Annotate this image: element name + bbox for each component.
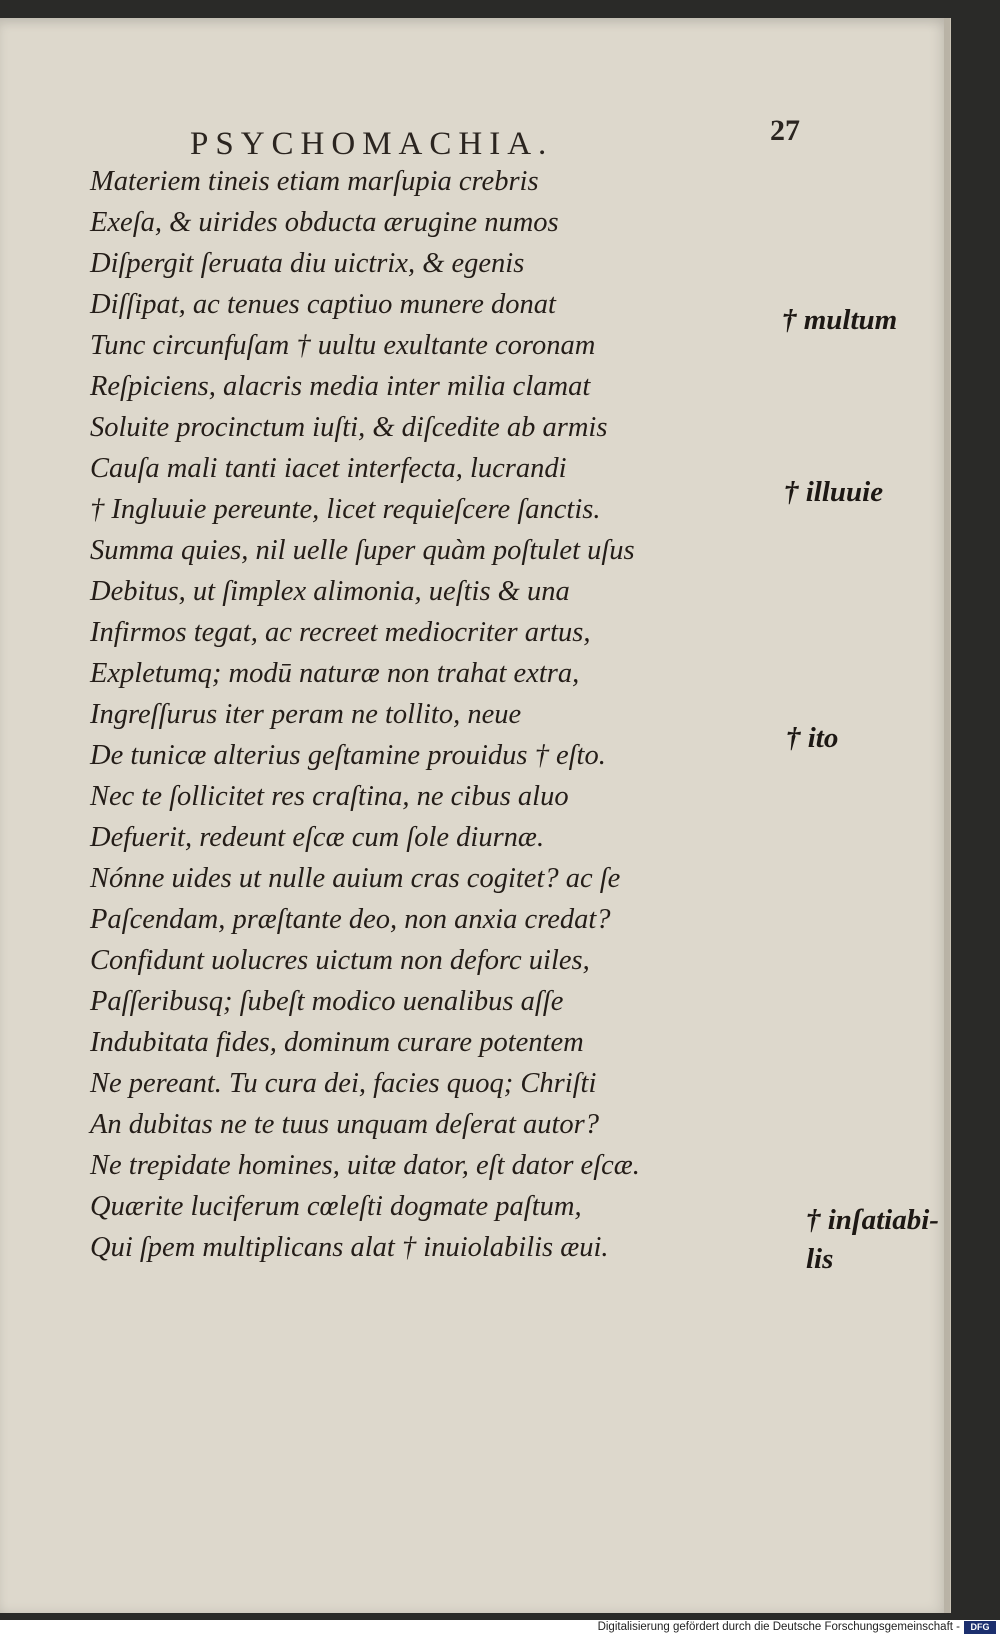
book-page bbox=[0, 18, 951, 1613]
footer-credit: Digitalisierung gefördert durch die Deutsche Forschungsgemeinschaft - bbox=[597, 1621, 960, 1633]
verse-line: Quærite luciferum cœleſti dogmate paſtum, bbox=[90, 1191, 582, 1222]
verse-line: Indubitata fides, dominum curare potentem bbox=[90, 1027, 584, 1058]
page-edge bbox=[944, 18, 950, 1613]
verse-line: Diſpergit ſeruata diu uictrix, & egenis bbox=[90, 248, 525, 279]
margin-gloss: † ito bbox=[786, 722, 839, 754]
verse-line: Paſcendam, præſtante deo, non anxia credat? bbox=[90, 904, 611, 935]
verse-line: De tunicæ alterius geſtamine prouidus † eſto. bbox=[90, 740, 606, 771]
verse-line: Diſſipat, ac tenues captiuo munere donat bbox=[90, 289, 556, 320]
margin-gloss: † multum bbox=[782, 304, 898, 336]
verse-line: Infirmos tegat, ac recreet mediocriter artus, bbox=[90, 617, 591, 648]
verse-line: Nec te ſollicitet res craſtina, ne cibus aluo bbox=[90, 781, 569, 812]
dfg-logo-badge: DFG bbox=[964, 1621, 996, 1634]
running-head: PSYCHOMACHIA. bbox=[190, 126, 554, 162]
verse-line: Ne pereant. Tu cura dei, facies quoq; Chriſti bbox=[90, 1068, 597, 1099]
margin-gloss: lis bbox=[806, 1243, 834, 1275]
verse-line: Defuerit, redeunt eſcæ cum ſole diurnæ. bbox=[90, 822, 545, 853]
verse-line: Ingreſſurus iter peram ne tollito, neue bbox=[90, 699, 522, 730]
verse-line: Soluite procinctum iuſti, & diſcedite ab armis bbox=[90, 412, 608, 443]
verse-line: Tunc circunfuſam † uultu exultante coronam bbox=[90, 330, 596, 361]
verse-line: Paſſeribusq; ſubeſt modico uenalibus aſſe bbox=[90, 986, 564, 1017]
verse-line: Reſpiciens, alacris media inter milia clamat bbox=[90, 371, 591, 402]
verse-line: Cauſa mali tanti iacet interfecta, lucrandi bbox=[90, 453, 567, 484]
verse-line: Summa quies, nil uelle ſuper quàm poſtulet uſus bbox=[90, 535, 635, 566]
verse-line: Materiem tineis etiam marſupia crebris bbox=[90, 166, 539, 197]
verse-line: Ne trepidate homines, uitæ dator, eſt dator eſcæ. bbox=[90, 1150, 640, 1181]
page-number: 27 bbox=[770, 114, 800, 147]
margin-gloss: † inſatiabi- bbox=[806, 1204, 939, 1236]
verse-line: Confidunt uolucres uictum non deforc uiles, bbox=[90, 945, 590, 976]
verse-line: Expletumq; modū naturæ non trahat extra, bbox=[90, 658, 580, 689]
verse-line: An dubitas ne te tuus unquam deſerat autor? bbox=[90, 1109, 600, 1140]
margin-gloss: † illuuie bbox=[784, 476, 884, 508]
verse-line: Debitus, ut ſimplex alimonia, ueſtis & una bbox=[90, 576, 570, 607]
verse-line: Exeſa, & uirides obducta ærugine numos bbox=[90, 207, 559, 238]
verse-line: † Ingluuie pereunte, licet requieſcere ſanctis. bbox=[90, 494, 601, 525]
digitization-footer bbox=[0, 1620, 1000, 1635]
verse-line: Nónne uides ut nulle auium cras cogitet? ac ſe bbox=[90, 863, 621, 894]
verse-line: Qui ſpem multiplicans alat † inuiolabilis æui. bbox=[90, 1232, 609, 1263]
